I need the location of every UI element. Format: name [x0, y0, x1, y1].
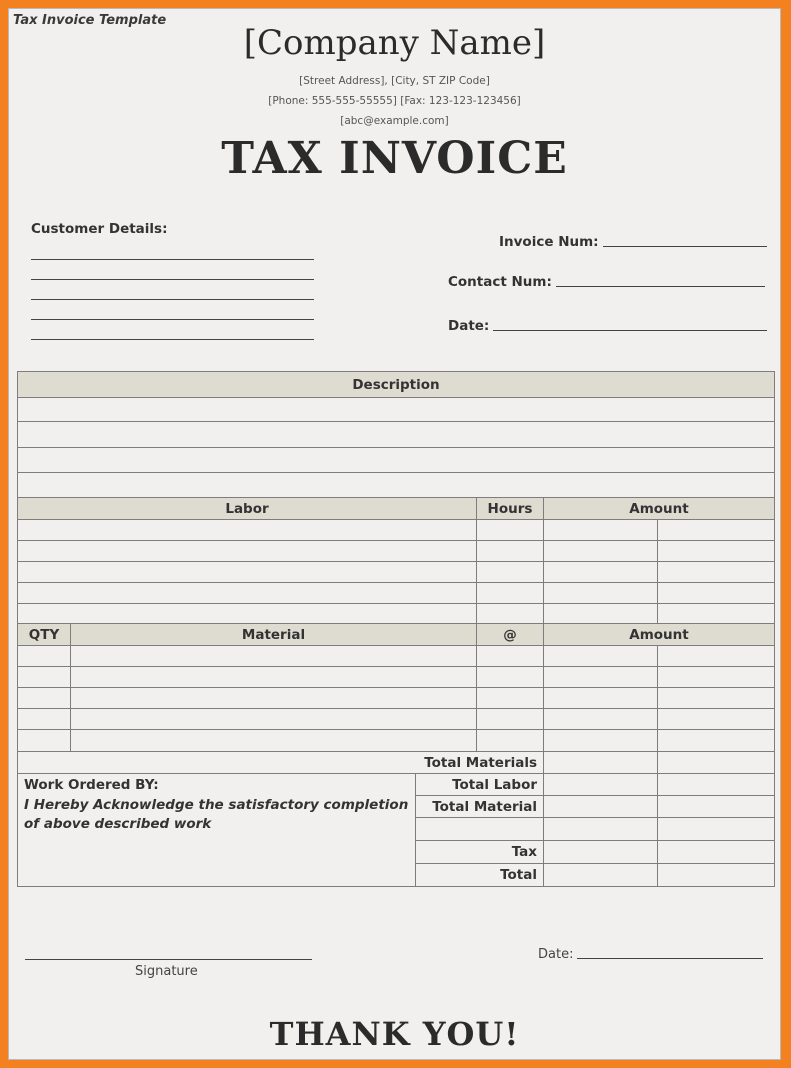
amount-cell[interactable]: [658, 541, 775, 562]
labor-cell[interactable]: [18, 604, 477, 625]
tax-value[interactable]: [544, 841, 658, 864]
amount-cell[interactable]: [658, 604, 775, 625]
invoice-num-label: Invoice Num:: [499, 234, 599, 250]
company-email: [abc@example.com]: [340, 115, 449, 127]
customer-details-label: Customer Details:: [31, 221, 168, 237]
total-labor-value[interactable]: [544, 774, 658, 796]
total-material-value[interactable]: [544, 796, 658, 818]
hours-cell[interactable]: [477, 541, 544, 562]
invoice-num-field[interactable]: [499, 234, 767, 250]
total-materials-value-2[interactable]: [658, 752, 775, 774]
invoice-sheet: [8, 8, 781, 1060]
total-labor-label: Total Labor: [416, 774, 544, 796]
customer-line-1[interactable]: [31, 259, 314, 260]
description-row[interactable]: [18, 473, 775, 499]
description-table: [17, 371, 775, 499]
work-ordered-by-label: Work Ordered BY:: [18, 774, 416, 796]
description-header: Description: [18, 372, 775, 398]
hours-cell[interactable]: [477, 583, 544, 604]
material-cell[interactable]: [71, 646, 477, 667]
contact-num-field[interactable]: [448, 274, 765, 290]
customer-line-5[interactable]: [31, 339, 314, 340]
date-label: Date:: [448, 318, 490, 334]
amount-cell[interactable]: [544, 688, 658, 709]
amount-cell[interactable]: [658, 667, 775, 688]
amount-cell[interactable]: [544, 604, 658, 625]
acknowledgement-text: I Hereby Acknowledge the satisfactory completion of above described work: [18, 796, 416, 887]
tax-label: Tax: [416, 841, 544, 864]
material-cell[interactable]: [71, 730, 477, 752]
amount-cell[interactable]: [658, 730, 775, 752]
signature-date-field[interactable]: [538, 947, 763, 962]
company-phone-fax: [Phone: 555-555-55555] [Fax: 123-123-123456]: [268, 95, 521, 107]
labor-cell[interactable]: [18, 520, 477, 541]
total-value-2[interactable]: [658, 864, 775, 887]
customer-line-3[interactable]: [31, 299, 314, 300]
price-cell[interactable]: [477, 688, 544, 709]
thank-you-text: THANK YOU!: [269, 1015, 520, 1053]
signature-label: Signature: [135, 964, 198, 979]
contact-num-label: Contact Num:: [448, 274, 552, 290]
material-cell[interactable]: [71, 667, 477, 688]
qty-cell[interactable]: [18, 709, 71, 730]
material-header: Material: [71, 624, 477, 646]
total-materials-value[interactable]: [544, 752, 658, 774]
labor-cell[interactable]: [18, 583, 477, 604]
amount-cell[interactable]: [658, 646, 775, 667]
amount-cell[interactable]: [544, 562, 658, 583]
template-label: Tax Invoice Template: [13, 13, 167, 28]
price-cell[interactable]: [477, 667, 544, 688]
total-material-value-2[interactable]: [658, 796, 775, 818]
invoice-title: TAX INVOICE: [221, 133, 568, 184]
blank-total-value-2[interactable]: [658, 818, 775, 841]
amount-cell[interactable]: [544, 646, 658, 667]
total-materials-label: Total Materials: [18, 752, 544, 774]
tax-value-2[interactable]: [658, 841, 775, 864]
at-header: @: [477, 624, 544, 646]
price-cell[interactable]: [477, 646, 544, 667]
qty-cell[interactable]: [18, 730, 71, 752]
hours-cell[interactable]: [477, 604, 544, 625]
material-table: [17, 623, 775, 887]
blank-total-value[interactable]: [544, 818, 658, 841]
price-cell[interactable]: [477, 709, 544, 730]
signature-date-label: Date:: [538, 947, 574, 962]
amount-cell[interactable]: [544, 520, 658, 541]
total-value[interactable]: [544, 864, 658, 887]
amount-cell[interactable]: [658, 709, 775, 730]
qty-cell[interactable]: [18, 646, 71, 667]
amount-cell[interactable]: [658, 520, 775, 541]
price-cell[interactable]: [477, 730, 544, 752]
amount-cell[interactable]: [658, 562, 775, 583]
signature-line[interactable]: [25, 959, 312, 960]
labor-header: Labor: [18, 498, 477, 520]
labor-cell[interactable]: [18, 541, 477, 562]
total-material-label: Total Material: [416, 796, 544, 818]
customer-line-2[interactable]: [31, 279, 314, 280]
amount-cell[interactable]: [658, 583, 775, 604]
material-cell[interactable]: [71, 688, 477, 709]
amount-cell[interactable]: [544, 583, 658, 604]
date-field[interactable]: [448, 318, 767, 334]
amount-cell[interactable]: [658, 688, 775, 709]
amount-cell[interactable]: [544, 709, 658, 730]
blank-total-label: [416, 818, 544, 841]
material-amount-header: Amount: [544, 624, 775, 646]
customer-line-4[interactable]: [31, 319, 314, 320]
labor-cell[interactable]: [18, 562, 477, 583]
description-row[interactable]: [18, 422, 775, 448]
amount-cell[interactable]: [544, 541, 658, 562]
company-name: [Company Name]: [243, 23, 546, 63]
hours-cell[interactable]: [477, 520, 544, 541]
qty-header: QTY: [18, 624, 71, 646]
labor-table: [17, 497, 775, 625]
qty-cell[interactable]: [18, 667, 71, 688]
description-row[interactable]: [18, 398, 775, 422]
amount-cell[interactable]: [544, 730, 658, 752]
hours-header: Hours: [477, 498, 544, 520]
qty-cell[interactable]: [18, 688, 71, 709]
amount-cell[interactable]: [544, 667, 658, 688]
total-labor-value-2[interactable]: [658, 774, 775, 796]
material-cell[interactable]: [71, 709, 477, 730]
company-address: [Street Address], [City, ST ZIP Code]: [299, 75, 490, 87]
hours-cell[interactable]: [477, 562, 544, 583]
labor-amount-header: Amount: [544, 498, 775, 520]
description-row[interactable]: [18, 448, 775, 473]
total-label: Total: [416, 864, 544, 887]
